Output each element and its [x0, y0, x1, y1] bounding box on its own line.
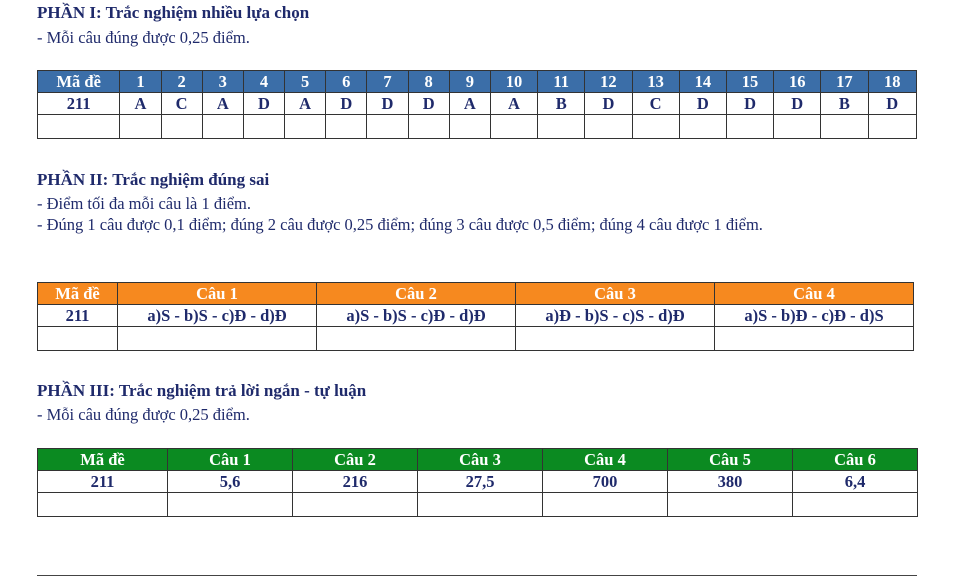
table-header-cell: Câu 3 — [418, 449, 543, 471]
table-row — [38, 93, 917, 115]
table-cell-empty — [161, 115, 202, 139]
table-cell-empty — [367, 115, 408, 139]
table-cell: A — [285, 93, 326, 115]
part1-answer-table — [37, 70, 917, 139]
table-cell-empty — [449, 115, 490, 139]
table-cell-empty — [774, 115, 821, 139]
table-cell: C — [632, 93, 679, 115]
table-cell: 380 — [668, 471, 793, 493]
table-header-cell: Câu 6 — [793, 449, 918, 471]
table-header-cell: 14 — [679, 71, 726, 93]
footer-divider — [37, 575, 917, 576]
table-header-cell: 4 — [243, 71, 284, 93]
table-cell: D — [408, 93, 449, 115]
table-cell-empty — [538, 115, 585, 139]
table-cell-empty — [668, 493, 793, 517]
part3-answer-table — [37, 448, 918, 517]
table-header-cell: 17 — [821, 71, 868, 93]
table-header-cell: 7 — [367, 71, 408, 93]
table-cell: A — [449, 93, 490, 115]
table-cell: a)S - b)S - c)Đ - d)Đ — [118, 305, 317, 327]
table-header-cell: 1 — [120, 71, 161, 93]
table-cell: a)S - b)Đ - c)Đ - d)S — [715, 305, 914, 327]
table-header-cell: Câu 1 — [168, 449, 293, 471]
table-header-cell: 13 — [632, 71, 679, 93]
table-cell: D — [774, 93, 821, 115]
table-cell-empty — [120, 115, 161, 139]
table-header-cell: Câu 5 — [668, 449, 793, 471]
table-cell: D — [868, 93, 916, 115]
table-cell-empty — [632, 115, 679, 139]
table-cell: C — [161, 93, 202, 115]
part3-title: PHẦN III: Trắc nghiệm trả lời ngắn - tự luận — [37, 381, 367, 400]
table-cell-empty — [418, 493, 543, 517]
table-cell: D — [585, 93, 632, 115]
table-header-cell: 6 — [326, 71, 367, 93]
table-cell-empty — [202, 115, 243, 139]
part2-title: PHẦN II: Trắc nghiệm đúng sai — [37, 170, 270, 189]
table-cell-empty — [793, 493, 918, 517]
table-header-cell: 5 — [285, 71, 326, 93]
table-header-cell: Câu 4 — [543, 449, 668, 471]
table-header-cell: Mã đề — [38, 449, 168, 471]
table-cell: D — [243, 93, 284, 115]
table-cell-empty — [38, 115, 120, 139]
table-cell: D — [326, 93, 367, 115]
table-cell-empty — [168, 493, 293, 517]
table-header-row — [38, 283, 914, 305]
table-cell-empty — [408, 115, 449, 139]
table-cell: A — [202, 93, 243, 115]
table-cell: 6,4 — [793, 471, 918, 493]
table-row — [38, 305, 914, 327]
table-cell-empty — [38, 327, 118, 351]
table-header-cell: 8 — [408, 71, 449, 93]
table-header-cell: 15 — [726, 71, 773, 93]
table-header-cell: 11 — [538, 71, 585, 93]
table-cell: A — [490, 93, 537, 115]
table-cell: 5,6 — [168, 471, 293, 493]
table-cell-empty — [516, 327, 715, 351]
table-cell-empty — [679, 115, 726, 139]
table-cell: 27,5 — [418, 471, 543, 493]
table-cell-empty — [285, 115, 326, 139]
table-header-row — [38, 449, 918, 471]
table-cell-empty — [868, 115, 916, 139]
table-header-cell: 18 — [868, 71, 916, 93]
table-cell-empty — [118, 327, 317, 351]
table-cell-empty — [821, 115, 868, 139]
part2-answer-table — [37, 282, 914, 351]
table-cell: B — [821, 93, 868, 115]
table-row-empty — [38, 115, 917, 139]
table-row-empty — [38, 327, 914, 351]
part2-note-max: - Điểm tối đa mỗi câu là 1 điểm. — [37, 194, 251, 213]
table-header-cell: 9 — [449, 71, 490, 93]
table-cell-empty — [38, 493, 168, 517]
table-cell: A — [120, 93, 161, 115]
table-cell: 211 — [38, 305, 118, 327]
table-cell-empty — [585, 115, 632, 139]
table-cell-empty — [543, 493, 668, 517]
table-header-cell: 2 — [161, 71, 202, 93]
table-cell: 700 — [543, 471, 668, 493]
part1-note: - Mỗi câu đúng được 0,25 điểm. — [37, 28, 250, 47]
table-header-cell: 16 — [774, 71, 821, 93]
table-cell-empty — [726, 115, 773, 139]
table-cell: D — [726, 93, 773, 115]
table-cell: 211 — [38, 471, 168, 493]
table-cell-empty — [490, 115, 537, 139]
table-header-cell: Câu 3 — [516, 283, 715, 305]
part3-note: - Mỗi câu đúng được 0,25 điểm. — [37, 405, 250, 424]
table-header-row — [38, 71, 917, 93]
table-cell: 211 — [38, 93, 120, 115]
table-row-empty — [38, 493, 918, 517]
table-header-cell: 10 — [490, 71, 537, 93]
table-header-cell: 12 — [585, 71, 632, 93]
table-row — [38, 471, 918, 493]
table-cell: D — [367, 93, 408, 115]
table-cell: B — [538, 93, 585, 115]
table-header-cell: Câu 2 — [293, 449, 418, 471]
table-cell-empty — [317, 327, 516, 351]
table-header-cell: Câu 2 — [317, 283, 516, 305]
table-header-cell: 3 — [202, 71, 243, 93]
table-cell-empty — [243, 115, 284, 139]
table-cell: 216 — [293, 471, 418, 493]
table-header-cell: Mã đề — [38, 71, 120, 93]
table-cell-empty — [326, 115, 367, 139]
table-cell: a)Đ - b)S - c)S - d)Đ — [516, 305, 715, 327]
part2-note-scoring: - Đúng 1 câu được 0,1 điểm; đúng 2 câu được 0,25 điểm; đúng 3 câu được 0,5 điểm; đúng 4 câu được 1 điểm. — [37, 215, 763, 234]
table-header-cell: Câu 4 — [715, 283, 914, 305]
part1-title: PHẦN I: Trắc nghiệm nhiều lựa chọn — [37, 3, 310, 22]
table-cell-empty — [715, 327, 914, 351]
table-cell: D — [679, 93, 726, 115]
table-cell: a)S - b)S - c)Đ - d)Đ — [317, 305, 516, 327]
table-header-cell: Câu 1 — [118, 283, 317, 305]
table-header-cell: Mã đề — [38, 283, 118, 305]
table-cell-empty — [293, 493, 418, 517]
